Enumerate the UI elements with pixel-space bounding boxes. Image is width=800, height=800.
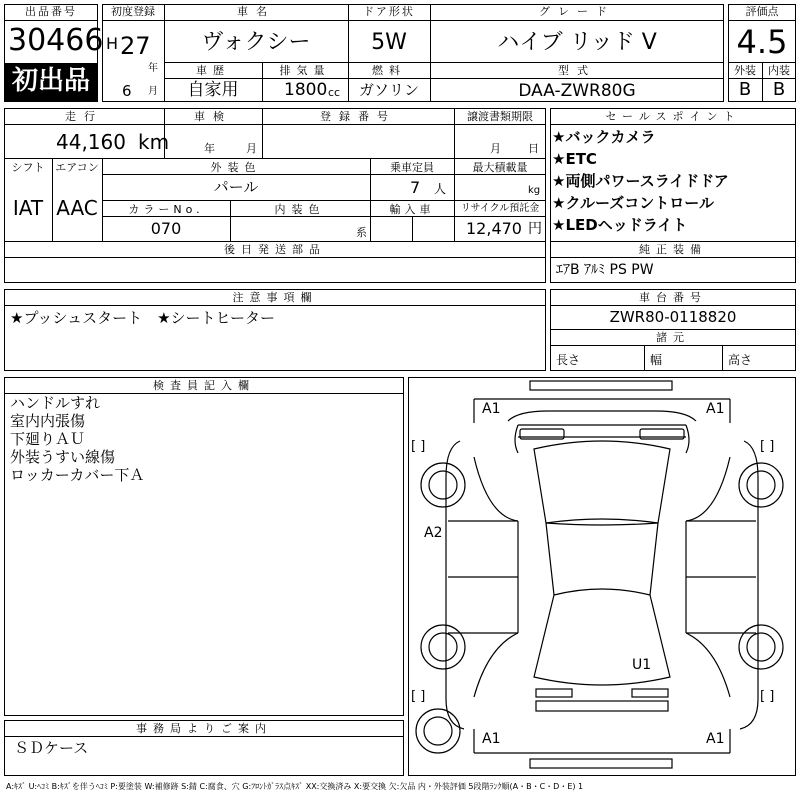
hood-outline	[508, 411, 696, 421]
damage-mark: A1	[706, 401, 725, 417]
taillight-left	[536, 689, 572, 697]
interior-label: 内装	[768, 64, 790, 77]
inspection-month-unit: 月	[246, 142, 257, 155]
plate-label: 登録番号	[320, 110, 396, 123]
mileage-label: 走行	[65, 110, 103, 123]
wheel-front-right-inner	[747, 471, 775, 499]
chassis-number: ZWR80-0118820	[609, 308, 737, 326]
chassis-title: 車台番号	[639, 291, 707, 304]
model-label: 型式	[558, 64, 596, 77]
capacity-label: 乗車定員	[390, 161, 434, 174]
car-name: ヴォクシー	[201, 30, 311, 55]
inspector-line: ハンドルすれ	[10, 394, 101, 412]
lot-number: 30466	[8, 23, 104, 58]
rear-outline	[474, 729, 730, 753]
width-label: 幅	[650, 353, 663, 367]
shift: IAT	[12, 196, 44, 220]
wheel-rear-right-inner	[747, 633, 775, 661]
bracket: [ ]	[760, 439, 775, 454]
sales-point-item: ★クルーズコントロール	[552, 194, 714, 212]
score: 4.5	[736, 23, 788, 61]
inspector-line: 下廻りＡＵ	[10, 430, 86, 448]
door-label: ドア形状	[363, 5, 415, 18]
grade: ハイブ リッド V	[497, 30, 657, 55]
history-label: 車歴	[196, 64, 230, 77]
era: H	[106, 34, 119, 53]
air-conditioner: AAC	[56, 196, 98, 220]
equipment-title: 純正装備	[639, 243, 707, 256]
windshield	[534, 441, 670, 523]
displacement-label: 排気量	[279, 64, 331, 77]
inspection-label: 車検	[194, 110, 232, 123]
damage-mark: U1	[632, 657, 652, 673]
rear-garnish	[536, 701, 668, 711]
parts-label: 後日発送部品	[224, 243, 326, 256]
office-title: 事務局よりご案内	[136, 722, 272, 735]
fuel-label: 燃料	[372, 64, 406, 77]
import-label: 輸入車	[389, 203, 435, 216]
model-code: DAA-ZWR80G	[518, 81, 636, 101]
color-number: 070	[150, 219, 182, 238]
body-color: パール	[213, 178, 259, 196]
equipment-value: ｴｱB ｱﾙﾐ PS PW	[556, 262, 654, 278]
body-left	[446, 441, 464, 729]
wheel-rear-right	[739, 625, 783, 669]
door-type: 5W	[371, 30, 407, 55]
length-label: 長さ	[556, 353, 581, 367]
inspector-line: ロッカーカバー下Ａ	[10, 466, 145, 484]
month-unit: 月	[148, 86, 158, 97]
rear-bumper-bottom	[530, 759, 672, 768]
roof	[546, 523, 658, 595]
lot-label: 出品番号	[25, 5, 77, 18]
front-door-right	[686, 457, 730, 521]
body-right	[740, 441, 758, 729]
recycle-label: リサイクル預託金	[460, 203, 540, 214]
legend: A:ｷｽﾞ U:ﾍｺﾐ B:ｷｽﾞを伴うﾍｺﾐ P:要塗装 W:補修跡 S:錆 C:腐食、穴 G:ﾌﾛﾝﾄｶﾞﾗｽ点ｷｽﾞ XX:交換済み X:要交換 欠:欠品 内・外装評価 5段階ﾗﾝｸ順(A・B・C・D・E) 1	[6, 782, 584, 791]
transfer-label: 譲渡書類期限	[467, 110, 533, 123]
load-unit: kg	[528, 185, 541, 196]
score-label: 評価点	[745, 5, 779, 18]
exterior-label: 外装	[734, 64, 756, 77]
registration-label: 初度登録	[111, 5, 155, 18]
mileage: 44,160	[56, 130, 126, 154]
displacement-unit: cc	[328, 86, 341, 99]
displacement: 1800	[284, 80, 328, 100]
bracket: [ ]	[411, 439, 426, 454]
grade-label: グレード	[539, 5, 615, 18]
transfer-month-unit: 月	[490, 142, 501, 155]
office-text: ＳＤケース	[14, 739, 89, 757]
rear-quarter-right	[686, 633, 730, 697]
sales-point-item: ★LEDヘッドライト	[552, 216, 688, 234]
inspector-line: 外装うすい線傷	[10, 448, 116, 466]
interior-color-label: 内装色	[274, 203, 326, 216]
exterior-grade: B	[738, 79, 752, 100]
load-label: 最大積載量	[472, 161, 528, 174]
capacity: 7	[410, 178, 421, 197]
notes-text: ★プッシュスタート ★シートヒーター	[10, 309, 275, 327]
front-bumper-top	[530, 381, 672, 390]
wheel-rear-left	[421, 625, 465, 669]
side-left-panels	[448, 521, 518, 633]
inspection-year-unit: 年	[204, 142, 215, 155]
wheel-rear-left-inner	[429, 633, 457, 661]
capacity-unit: 人	[434, 182, 447, 196]
first-listing-text: 初出品	[11, 66, 90, 96]
inspector-title: 検査員記入欄	[153, 379, 255, 392]
damage-mark: A1	[482, 731, 501, 747]
sales-point-item: ★ETC	[552, 150, 597, 168]
registration-month: 6	[122, 82, 132, 100]
year-unit: 年	[148, 63, 158, 74]
mileage-unit: km	[138, 130, 170, 154]
height-label: 高さ	[728, 353, 753, 367]
sales-point-item: ★バックカメラ	[552, 128, 656, 146]
dims-title: 諸元	[656, 331, 690, 344]
recycle-fee: 12,470	[466, 219, 522, 238]
car-diagram	[408, 377, 796, 776]
wheel-front-left-inner	[429, 471, 457, 499]
color-number-label: カラーNo.	[128, 203, 204, 216]
transfer-day-unit: 日	[528, 142, 539, 155]
damage-mark: A1	[706, 731, 725, 747]
car-name-label: 車名	[237, 5, 275, 18]
spare-tire-inner	[424, 717, 452, 745]
registration-year: 27	[120, 32, 151, 60]
rear-quarter-left	[474, 633, 518, 697]
notes-title: 注意事項欄	[232, 291, 318, 304]
sales-point-item: ★両側パワースライドドア	[552, 172, 729, 190]
inspector-line: 室内内張傷	[10, 412, 86, 430]
sales-points-title: セールスポイント	[605, 110, 741, 123]
history: 自家用	[187, 80, 239, 100]
bracket: [ ]	[760, 689, 775, 704]
color-label: 外装色	[210, 161, 262, 174]
interior-color-unit: 系	[356, 226, 367, 239]
interior-grade: B	[772, 79, 786, 100]
damage-mark: A1	[482, 401, 501, 417]
wheel-front-left	[421, 463, 465, 507]
bracket: [ ]	[411, 689, 426, 704]
side-right-panels	[686, 521, 756, 633]
taillight-right	[632, 689, 668, 697]
shift-label: シフト	[11, 161, 45, 174]
spare-tire	[416, 709, 460, 753]
ac-label: エアコン	[55, 161, 99, 174]
front-door-left	[474, 457, 518, 521]
wheel-front-right	[739, 463, 783, 507]
fuel: ガソリン	[358, 81, 419, 99]
recycle-unit: 円	[528, 221, 542, 237]
damage-mark: A2	[424, 525, 443, 541]
